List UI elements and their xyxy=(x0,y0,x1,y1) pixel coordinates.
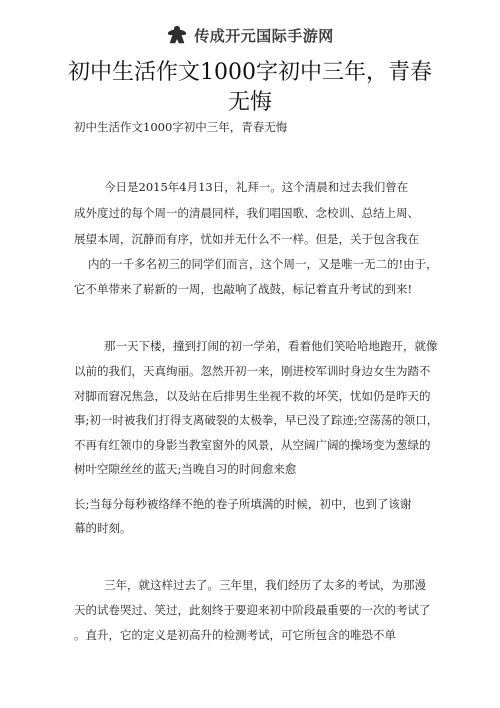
text-line: 事;初一时被我们打得支离破裂的太极拳，早已没了踪迹;空荡荡的领口， xyxy=(74,413,439,427)
text-line: 展望本周，沉静而有序，忧如并无什么不一样。但是，关于包含我在 xyxy=(74,232,419,246)
meeple-icon xyxy=(166,24,188,46)
text-line: 成外度过的每个周一的清晨同样，我们唱国歌、念校训、总结上周、 xyxy=(74,206,419,220)
title-line-2: 无悔 xyxy=(227,90,272,115)
text-line: 那一天下楼，撞到打闹的初一学弟，看着他们笑哈哈地跑开，就像 xyxy=(104,339,438,353)
text-line: 以前的我们，天真绚丽。忽然开初一来，刚进校军训时身边女生为踏不 xyxy=(74,364,431,378)
text-line: 今日是2015年4月13日，礼拜一。这个清晨和过去我们曾在 xyxy=(104,180,409,194)
text-line: 对脚而窘况焦急，以及站在后排男生坐视不救的坏笑，忧如仍是昨天的 xyxy=(74,389,431,403)
text-line: 长;当每分每秒被络绎不绝的卷子所填满的时候，初中，也到了该谢 xyxy=(74,497,412,511)
site-brand[interactable]: 传成开元国际手游网 xyxy=(194,26,334,45)
text-line: 树叶空隙丝丝的蓝天;当晚自习的时间愈来愈 xyxy=(74,462,297,476)
page-title xyxy=(40,58,460,118)
text-line: 不再有红领巾的身影当教室窗外的风景，从空阔广阔的操场变为葱绿的 xyxy=(74,438,431,452)
text-line: 。直升，它的定义是初高升的检测考试，可它所包含的唯恐不单 xyxy=(74,628,396,642)
text-line: 内的一千多名初三的同学们而言，这个周一，又是唯一无二的!由于， xyxy=(88,257,438,271)
text-line: 它不单带来了崭新的一周，也敲响了战鼓，标记着直升考试的到来! xyxy=(74,282,413,296)
site-header xyxy=(0,22,500,48)
subtitle: 初中生活作文1000字初中三年，青春无悔 xyxy=(74,120,288,134)
text-line: 天的试卷哭过、笑过，此刻终于要迎来初中阶段最重要的一次的考试了 xyxy=(74,603,431,617)
text-line: 幕的时刻。 xyxy=(74,521,132,535)
text-line: 三年，就这样过去了。三年里，我们经历了太多的考试，为那漫 xyxy=(104,578,426,592)
title-line-1: 初中生活作文1000字初中三年，青春 xyxy=(68,60,432,85)
